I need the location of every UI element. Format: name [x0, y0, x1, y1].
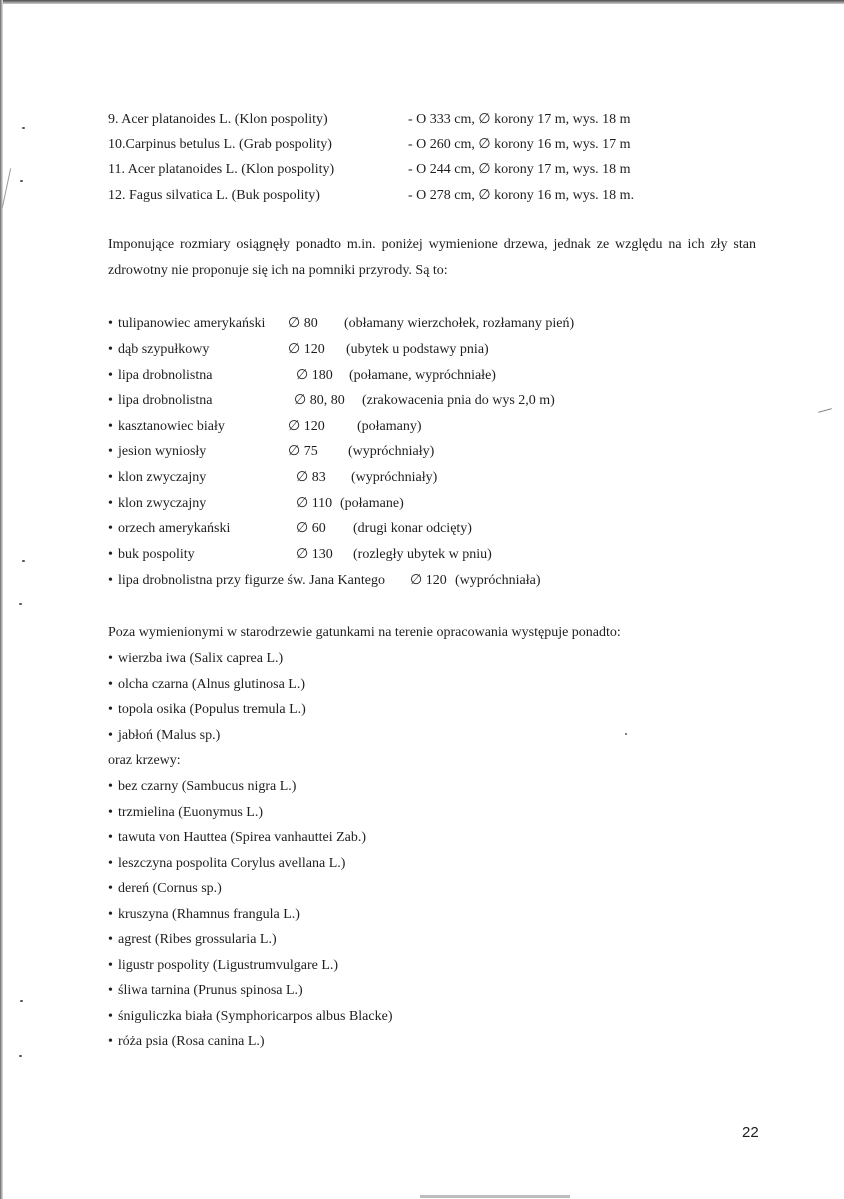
shrub-name: leszczyna pospolita Corylus avellana L.) — [118, 856, 346, 871]
tree-diameter: ∅ 75 — [288, 444, 318, 459]
bullet-icon: • — [108, 651, 113, 666]
tree-entry — [108, 112, 668, 134]
bullet-icon: • — [108, 573, 113, 588]
scan-speck — [19, 1055, 22, 1057]
bullet-icon: • — [108, 830, 113, 845]
bullet-icon: • — [108, 983, 113, 998]
tree-name: jesion wyniosły — [118, 444, 207, 459]
bullet-icon: • — [108, 805, 113, 820]
tree-diameter: ∅ 120 — [288, 342, 325, 357]
tree-entry-dimensions: - O 244 cm, ∅ korony 17 m, wys. 18 m — [408, 162, 631, 177]
scan-left-edge — [0, 0, 3, 1199]
bullet-icon: • — [108, 521, 113, 536]
tree-entry-name: 9. Acer platanoides L. (Klon pospolity) — [108, 112, 328, 127]
bullet-icon: • — [108, 779, 113, 794]
shrub-name: ligustr pospolity (Ligustrumvulgare L.) — [118, 958, 339, 973]
bullet-icon: • — [108, 932, 113, 947]
shrub-name: bez czarny (Sambucus nigra L.) — [118, 779, 297, 794]
bullet-icon: • — [108, 393, 113, 408]
scan-speck — [22, 560, 25, 562]
tree-diameter: ∅ 130 — [296, 547, 333, 562]
scan-mark — [818, 408, 832, 413]
tree-name: klon zwyczajny — [118, 470, 207, 485]
tree-name: lipa drobnolistna — [118, 393, 213, 408]
bullet-icon: • — [108, 470, 113, 485]
shrub-name: róża psia (Rosa canina L.) — [118, 1034, 265, 1049]
tree-entry — [108, 137, 668, 159]
species-name: wierzba iwa (Salix caprea L.) — [118, 651, 284, 666]
scan-speck — [20, 1000, 23, 1002]
tree-condition: (rozległy ubytek w pniu) — [353, 547, 492, 562]
tree-condition: (ubytek u podstawy pnia) — [346, 342, 489, 357]
bullet-icon: • — [108, 958, 113, 973]
tree-name: orzech amerykański — [118, 521, 231, 536]
tree-entry-name: 11. Acer platanoides L. (Klon pospolity) — [108, 162, 335, 177]
bullet-icon: • — [108, 702, 113, 717]
tree-entry-dimensions: - O 260 cm, ∅ korony 16 m, wys. 17 m — [408, 137, 631, 152]
tree-entry-dimensions: - O 278 cm, ∅ korony 16 m, wys. 18 m. — [408, 188, 635, 203]
bullet-icon: • — [108, 677, 113, 692]
intro-paragraph: Imponujące rozmiary osiągnęły ponadto m.in. poniżej wymienione drzewa, jednak ze względu na ich zły stan zdrowotny nie proponuje się ich na pomniki przyrody. Są to: — [108, 237, 756, 278]
shrub-name: śliwa tarnina (Prunus spinosa L.) — [118, 983, 303, 998]
tree-diameter: ∅ 80, 80 — [294, 393, 345, 408]
bullet-icon: • — [108, 444, 113, 459]
bullet-icon: • — [108, 342, 113, 357]
tree-diameter: ∅ 120 — [288, 419, 325, 434]
species-name: topola osika (Populus tremula L.) — [118, 702, 306, 717]
tree-diameter: ∅ 180 — [296, 368, 333, 383]
tree-name: dąb szypułkowy — [118, 342, 210, 357]
other-species-heading: Poza wymienionymi w starodrzewie gatunkami na terenie opracowania występuje ponadto: — [108, 625, 621, 640]
tree-name: lipa drobnolistna przy figurze św. Jana Kantego — [118, 573, 385, 588]
bullet-icon: • — [108, 1009, 113, 1024]
tree-entry-dimensions: - O 333 cm, ∅ korony 17 m, wys. 18 m — [408, 112, 631, 127]
tree-name: lipa drobnolistna — [118, 368, 213, 383]
tree-condition: (wypróchniały) — [348, 444, 435, 459]
tree-condition: (obłamany wierzchołek, rozłamany pień) — [344, 316, 575, 331]
bullet-icon: • — [108, 496, 113, 511]
scan-speck — [20, 180, 23, 182]
tree-condition: (wypróchniała) — [455, 573, 541, 588]
scan-mark — [2, 168, 11, 207]
scan-top-edge — [0, 0, 844, 4]
bullet-icon: • — [108, 856, 113, 871]
bullet-icon: • — [108, 881, 113, 896]
tree-condition: (wypróchniały) — [351, 470, 438, 485]
tree-diameter: ∅ 83 — [296, 470, 326, 485]
tree-condition: (połamane) — [340, 496, 404, 511]
scan-speck — [625, 733, 627, 735]
tree-diameter: ∅ 60 — [296, 521, 326, 536]
tree-name: kasztanowiec biały — [118, 419, 225, 434]
tree-entry — [108, 162, 668, 184]
scan-speck — [22, 127, 25, 129]
shrub-name: tawuta von Hauttea (Spirea vanhauttei Zab.) — [118, 830, 367, 845]
shrub-name: kruszyna (Rhamnus frangula L.) — [118, 907, 300, 922]
tree-entry-name: 12. Fagus silvatica L. (Buk pospolity) — [108, 188, 320, 203]
scan-bottom-edge — [420, 1195, 570, 1198]
tree-condition: (połamane, wypróchniałe) — [349, 368, 496, 383]
tree-condition: (drugi konar odcięty) — [353, 521, 472, 536]
bullet-icon: • — [108, 1034, 113, 1049]
page-number: 22 — [742, 1124, 759, 1141]
tree-name: tulipanowiec amerykański — [118, 316, 266, 331]
species-name: jabłoń (Malus sp.) — [118, 728, 221, 743]
bullet-icon: • — [108, 728, 113, 743]
tree-name: klon zwyczajny — [118, 496, 207, 511]
tree-entry-name: 10.Carpinus betulus L. (Grab pospolity) — [108, 137, 332, 152]
tree-entry — [108, 188, 668, 210]
tree-diameter: ∅ 80 — [288, 316, 318, 331]
shrub-name: trzmielina (Euonymus L.) — [118, 805, 264, 820]
bullet-icon: • — [108, 419, 113, 434]
bullet-icon: • — [108, 316, 113, 331]
shrub-name: dereń (Cornus sp.) — [118, 881, 222, 896]
bullet-icon: • — [108, 907, 113, 922]
tree-name: buk pospolity — [118, 547, 195, 562]
shrub-name: agrest (Ribes grossularia L.) — [118, 932, 277, 947]
tree-condition: (połamany) — [357, 419, 422, 434]
scan-speck — [19, 603, 22, 605]
bullet-icon: • — [108, 547, 113, 562]
tree-condition: (zrakowacenia pnia do wys 2,0 m) — [362, 393, 555, 408]
tree-diameter: ∅ 110 — [296, 496, 333, 511]
bullet-icon: • — [108, 368, 113, 383]
tree-diameter: ∅ 120 — [410, 573, 447, 588]
shrubs-heading: oraz krzewy: — [108, 753, 181, 768]
species-name: olcha czarna (Alnus glutinosa L.) — [118, 677, 305, 692]
shrub-name: śniguliczka biała (Symphoricarpos albus Blacke) — [118, 1009, 393, 1024]
